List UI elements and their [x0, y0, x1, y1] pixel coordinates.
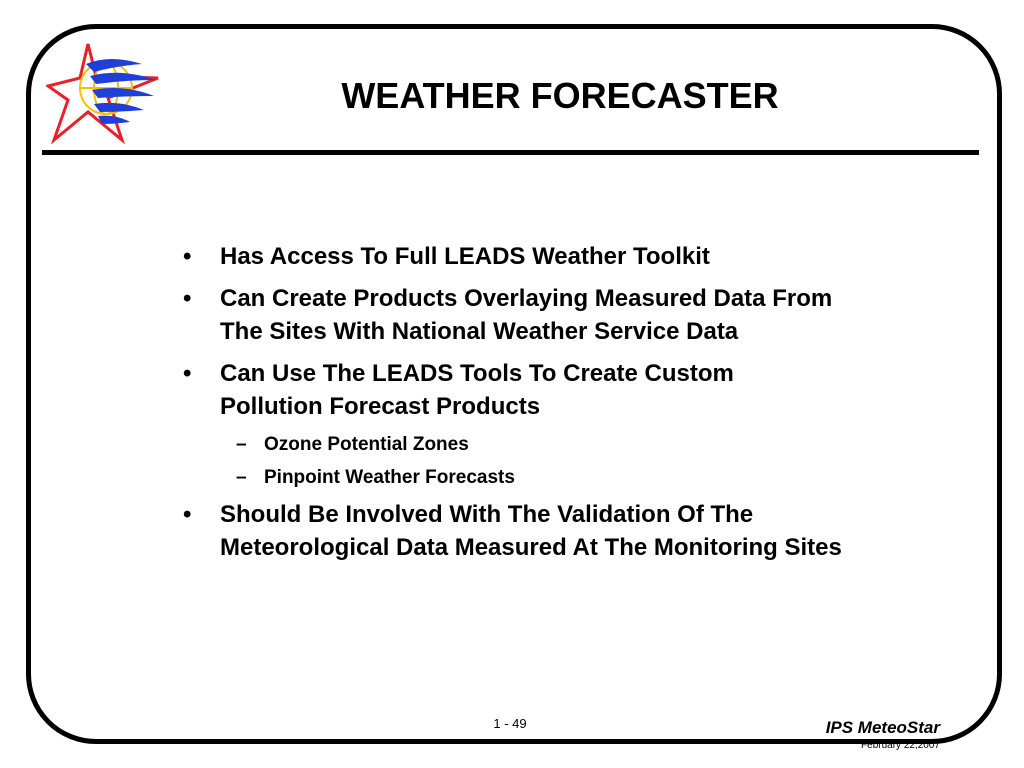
bullet-list [183, 240, 843, 573]
sub-bullet-text: Ozone Potential Zones [264, 434, 469, 455]
bullet-marker: • [183, 243, 192, 270]
sub-bullet-text: Pinpoint Weather Forecasts [264, 467, 515, 488]
star-globe-logo-icon [46, 42, 164, 144]
bullet-text: Should Be Involved With The Validation Of The Meteorological Data Measured At The Monitoring Sites [220, 501, 842, 561]
bullet-text: Can Use The LEADS Tools To Create Custom Pollution Forecast Products [220, 360, 734, 420]
sub-bullet-item [183, 465, 843, 491]
footer-date: February 22,2007 [861, 740, 940, 751]
bullet-item [183, 498, 843, 564]
bullet-item [183, 357, 843, 423]
bullet-text: Has Access To Full LEADS Weather Toolkit [220, 243, 710, 270]
title-divider [42, 150, 979, 155]
company-brand: IPS MeteoStar [825, 718, 940, 737]
bullet-marker: • [183, 360, 192, 387]
dash-marker: – [236, 467, 247, 488]
dash-marker: – [236, 434, 247, 455]
bullet-marker: • [183, 501, 192, 528]
slide-title: WEATHER FORECASTER [341, 75, 779, 116]
sub-bullet-item [183, 432, 843, 458]
bullet-item [183, 282, 843, 348]
page-number: 1 - 49 [493, 716, 527, 731]
bullet-text: Can Create Products Overlaying Measured Data From The Sites With National Weather Service Data [220, 285, 833, 345]
bullet-item [183, 240, 843, 273]
bullet-marker: • [183, 285, 192, 312]
